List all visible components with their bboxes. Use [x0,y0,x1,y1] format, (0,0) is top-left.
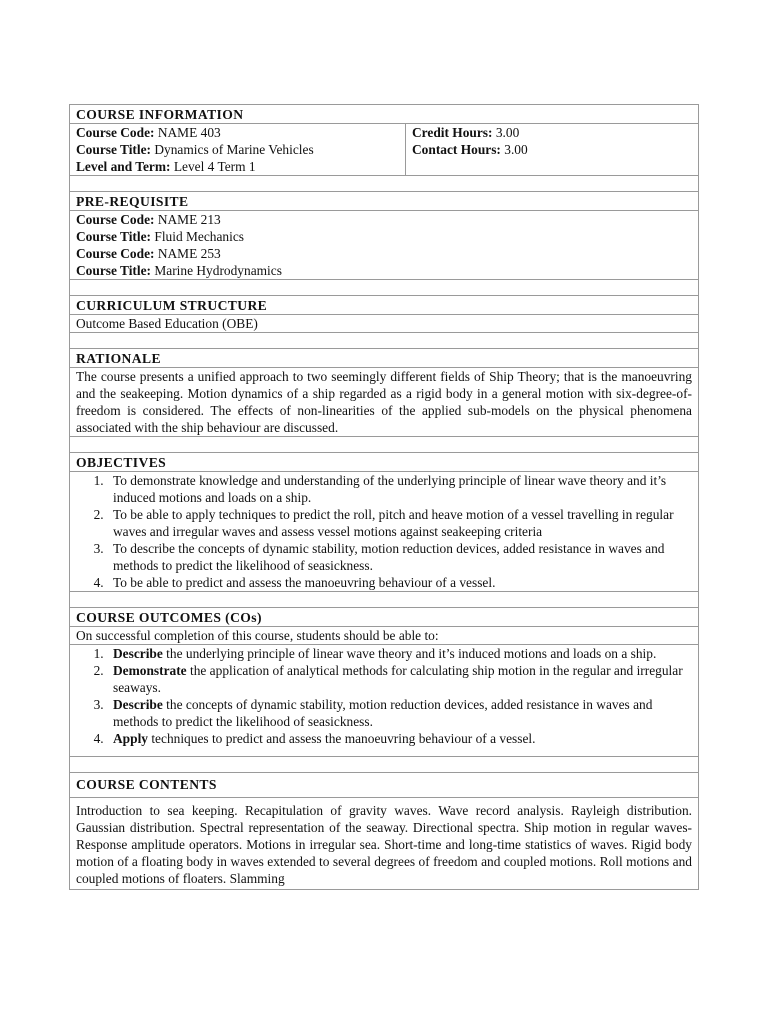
objectives-list [76,472,692,591]
course-title-value: Dynamics of Marine Vehicles [154,142,314,157]
outcomes-intro: On successful completion of this course, students should be able to: [70,627,699,645]
prerequisite-list [70,211,699,280]
outcome-text: the application of analytical methods for calculating ship motion in the regular and irregular seaways. [113,663,683,695]
rationale-text: The course presents a unified approach to two seemingly different fields of Ship Theory; that is the manoeuvring and the seakeeping. Motion dynamics of a ship regarded as a rigid body in a general motion with six-degree-of-freedom is considered. The effects of non-linearities of the applied sub-models on the physical phenomena associated with the ship behaviour are discussed. [70,368,699,437]
outcome-text: the underlying principle of linear wave theory and it’s induced motions and loads on a ship. [162,646,657,661]
curriculum-heading: CURRICULUM STRUCTURE [70,296,699,315]
rationale-heading: RATIONALE [70,349,699,368]
prerequisite-item [76,228,692,245]
outcome-item [107,645,692,662]
spacer-row [70,333,699,349]
credit-hours-line [412,124,692,141]
outcomes-cell [70,645,699,757]
outcome-verb: Apply [113,731,148,746]
outcome-verb: Demonstrate [113,663,187,678]
spacer-row [70,592,699,608]
contents-text: Introduction to sea keeping. Recapitulation of gravity waves. Wave record analysis. Rayleigh distribution. Gaussian distribution. Spectral representation of the seaway. Directional spectra. Ship motion in regular waves- Response amplitude operators. Motions in irregular sea. Short-time and long-time statistics of waves. Rigid body motion of a floating body in waves extended to several degrees of freedom and coupled motions. Roll motions and coupled motions of floaters. Slamming [70,798,699,890]
course-table [69,104,699,890]
credit-hours-label: Credit Hours: [412,125,493,140]
course-information-heading: COURSE INFORMATION [70,105,699,124]
outcome-verb: Describe [113,697,163,712]
prerequisite-value: NAME 253 [157,246,221,261]
objective-item: 2. To be able to apply techniques to predict the roll, pitch and heave motion of a vessel travelling in regular waves and irregular waves and assess vessel motions against seakeeping criteria [107,506,692,540]
outcome-text: the concepts of dynamic stability, motion reduction devices, added resistance in waves and methods to predict the likelihood of seasickness. [113,697,653,729]
contact-hours-line [412,141,692,158]
prerequisite-label: Course Code: [76,246,155,261]
prerequisite-item [76,245,692,262]
outcome-verb: Describe [113,646,163,661]
level-term-label: Level and Term: [76,159,171,174]
outcome-item [107,730,692,747]
credit-hours-value: 3.00 [495,125,520,140]
prerequisite-label: Course Title: [76,229,152,244]
outcome-item [107,696,692,730]
prerequisite-label: Course Title: [76,263,152,278]
course-information-right [406,124,699,176]
course-code-value: NAME 403 [157,125,221,140]
contact-hours-label: Contact Hours: [412,142,501,157]
contact-hours-value: 3.00 [504,142,528,157]
prerequisite-item [76,211,692,228]
outcome-text: techniques to predict and assess the manoeuvring behaviour of a vessel. [147,731,536,746]
objective-item: 3. To describe the concepts of dynamic stability, motion reduction devices, added resistance in waves and methods to predict the likelihood of seasickness. [107,540,692,574]
course-code-line [76,124,399,141]
course-document [69,104,698,890]
course-title-line [76,141,399,158]
level-term-line [76,158,399,175]
objectives-heading: OBJECTIVES [70,453,699,472]
contents-heading: COURSE CONTENTS [70,773,699,798]
course-code-label: Course Code: [76,125,155,140]
course-title-label: Course Title: [76,142,152,157]
spacer-row [70,176,699,192]
outcome-item [107,662,692,696]
outcomes-heading: COURSE OUTCOMES (COs) [70,608,699,627]
prerequisite-label: Course Code: [76,212,155,227]
spacer-row [70,757,699,773]
prerequisite-value: Fluid Mechanics [154,229,245,244]
prerequisite-value: NAME 213 [157,212,221,227]
prerequisite-heading: PRE-REQUISITE [70,192,699,211]
objectives-cell [70,472,699,592]
outcomes-list [76,645,692,747]
spacer-row [70,437,699,453]
objective-item: 1. To demonstrate knowledge and understanding of the underlying principle of linear wave theory and it’s induced motions and loads on a ship. [107,472,692,506]
curriculum-value: Outcome Based Education (OBE) [70,315,699,333]
objective-item: 4. To be able to predict and assess the manoeuvring behaviour of a vessel. [107,574,692,591]
spacer-row [70,280,699,296]
level-term-value: Level 4 Term 1 [173,159,256,174]
prerequisite-value: Marine Hydrodynamics [154,263,282,278]
prerequisite-item [76,262,692,279]
course-information-left [70,124,406,176]
